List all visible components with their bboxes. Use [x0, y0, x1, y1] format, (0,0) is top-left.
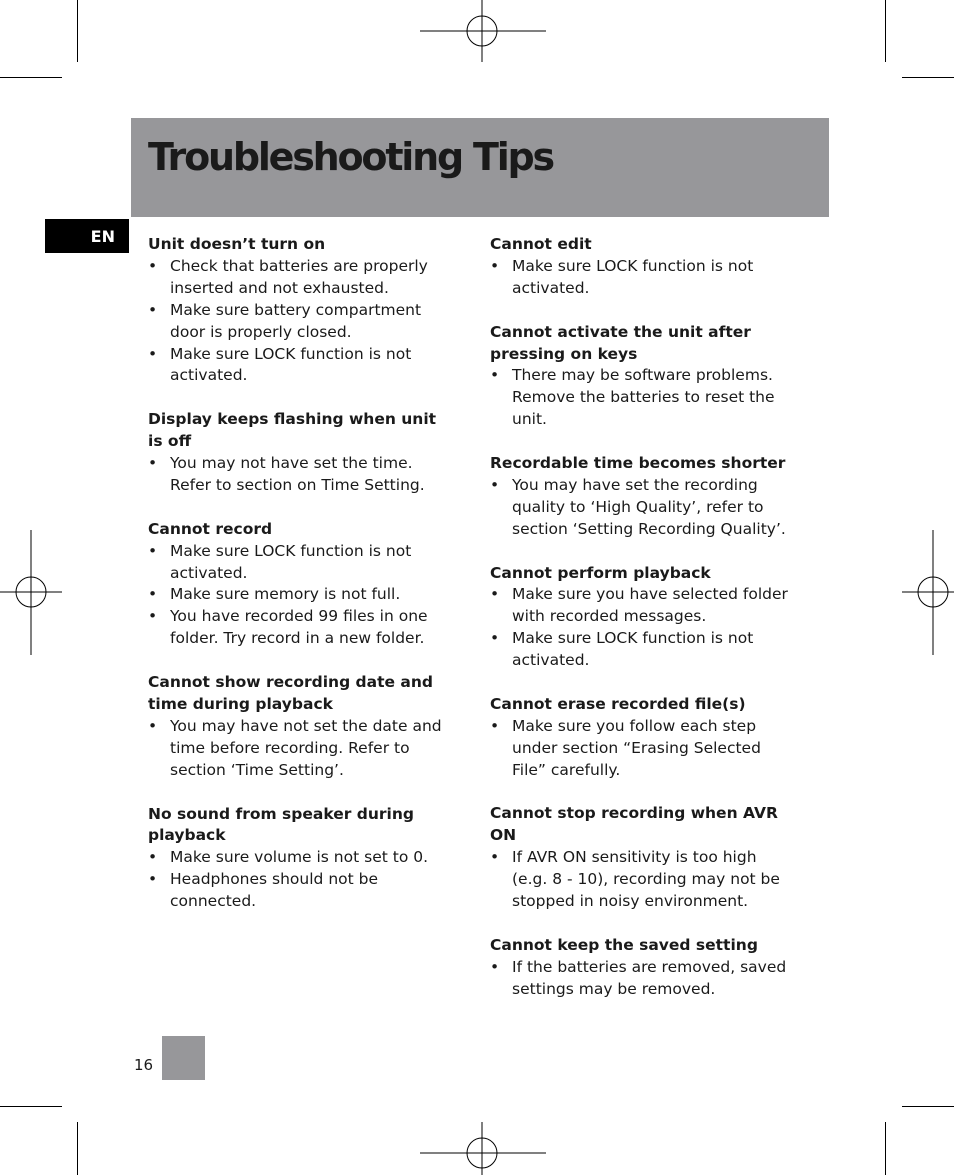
text-line: File” carefully. [512, 760, 621, 779]
text-line: folder. Try record in a new folder. [170, 629, 425, 648]
text-line: activated. [170, 366, 248, 385]
registration-mark-icon [420, 0, 546, 62]
text-line: quality to ‘High Quality’, refer to [512, 497, 764, 516]
section-heading: Cannot erase recorded file(s) [490, 694, 746, 713]
crop-mark [0, 77, 62, 78]
text-line: Make sure battery compartment [170, 300, 422, 319]
registration-mark-icon [420, 1122, 546, 1175]
text-line: If AVR ON sensitivity is too high [512, 848, 757, 867]
text-line: If the batteries are removed, saved [512, 957, 787, 976]
bullet-icon: • [490, 957, 500, 976]
page-title: Troubleshooting Tips [148, 135, 553, 179]
text-line: pressing on keys [490, 344, 638, 363]
bullet-icon: • [148, 607, 158, 626]
registration-mark-icon [902, 530, 954, 655]
list-item-text [512, 366, 775, 428]
troubleshooting-section [490, 322, 820, 432]
text-line: Remove the batteries to reset the [512, 388, 775, 407]
crop-mark [77, 1122, 78, 1175]
bullet-icon: • [148, 716, 158, 735]
list-item-text [170, 454, 425, 494]
left-column [148, 234, 468, 935]
list-item-text [170, 585, 400, 603]
text-line: activated. [170, 563, 248, 582]
crop-mark [77, 0, 78, 62]
list-item-text [170, 257, 428, 297]
bullet-list [490, 475, 820, 541]
section-heading [148, 672, 468, 716]
text-line: Make sure you follow each step [512, 716, 757, 735]
bullet-icon: • [490, 585, 500, 604]
text-line: Make sure LOCK function is not [170, 541, 412, 560]
text-line: connected. [170, 892, 257, 911]
section-heading: Cannot edit [490, 235, 592, 253]
text-line: Headphones should not be [170, 870, 379, 889]
list-item [490, 716, 820, 782]
troubleshooting-section [148, 519, 468, 650]
text-line: Make sure you have selected folder [512, 585, 788, 604]
list-item-text [170, 607, 428, 647]
list-item [490, 365, 820, 431]
text-line: There may be software problems. [512, 366, 773, 385]
troubleshooting-section [148, 409, 468, 497]
text-line: Display keeps flashing when unit [148, 410, 437, 429]
troubleshooting-section [490, 803, 820, 913]
bullet-list [148, 847, 468, 913]
bullet-list [148, 256, 468, 387]
list-item-text [170, 542, 411, 582]
bullet-icon: • [490, 366, 500, 385]
text-line: You may have set the recording [512, 475, 758, 494]
bullet-icon: • [148, 848, 158, 867]
text-line: unit. [512, 410, 547, 429]
text-line: playback [148, 826, 226, 845]
text-line: No sound from speaker during [148, 804, 414, 823]
bullet-icon: • [148, 300, 158, 319]
text-line: is off [148, 432, 192, 451]
list-item [490, 256, 820, 300]
text-line: Make sure LOCK function is not [170, 344, 412, 363]
list-item [490, 628, 820, 672]
text-line: inserted and not exhausted. [170, 278, 389, 297]
text-line: Check that batteries are properly [170, 256, 428, 275]
bullet-list [490, 957, 820, 1001]
crop-mark [885, 1122, 886, 1175]
list-item [148, 344, 468, 388]
section-heading: Recordable time becomes shorter [490, 454, 786, 473]
section-heading: Cannot keep the saved setting [490, 935, 758, 954]
list-item [490, 957, 820, 1001]
list-item [148, 453, 468, 497]
list-item [148, 584, 468, 606]
list-item [148, 256, 468, 300]
bullet-icon: • [148, 344, 158, 363]
text-line: Cannot show recording date and [148, 673, 434, 692]
section-heading [490, 803, 820, 847]
text-line: under section “Erasing Selected [512, 738, 761, 757]
list-item-text [512, 257, 753, 297]
crop-mark [902, 77, 954, 78]
text-line: stopped in noisy environment. [512, 892, 749, 911]
list-item [148, 716, 468, 782]
troubleshooting-section [490, 453, 820, 541]
crop-mark [902, 1106, 954, 1107]
text-line: Cannot stop recording when AVR [490, 804, 778, 823]
bullet-list [490, 716, 820, 782]
bullet-icon: • [490, 848, 500, 867]
right-column [490, 234, 820, 1023]
bullet-icon: • [490, 716, 500, 735]
list-item [148, 847, 468, 869]
language-tab: EN [45, 219, 129, 253]
bullet-icon: • [490, 256, 500, 275]
list-item [148, 300, 468, 344]
section-heading [148, 804, 468, 848]
text-line: activated. [512, 278, 590, 297]
text-line: You have recorded 99 files in one [170, 607, 428, 626]
bullet-list [490, 584, 820, 672]
list-item [490, 584, 820, 628]
bullet-list [490, 365, 820, 431]
bullet-icon: • [490, 475, 500, 494]
text-line: ON [490, 826, 517, 845]
crop-mark [0, 1106, 62, 1107]
crop-mark [885, 0, 886, 62]
troubleshooting-section [490, 935, 820, 1001]
list-item-text [170, 717, 442, 779]
bullet-icon: • [148, 256, 158, 275]
text-line: Refer to section on Time Setting. [170, 475, 425, 494]
bullet-icon: • [490, 629, 500, 648]
list-item-text [512, 958, 786, 998]
text-line: You may not have set the time. [170, 454, 413, 473]
list-item-text [512, 476, 786, 538]
troubleshooting-section [148, 804, 468, 914]
text-line: You may have not set the date and [170, 716, 442, 735]
list-item-text [170, 870, 378, 910]
registration-mark-icon [0, 530, 62, 655]
bullet-list [148, 541, 468, 651]
text-line: activated. [512, 651, 590, 670]
bullet-list [148, 716, 468, 782]
list-item-text [170, 345, 411, 385]
text-line: time during playback [148, 694, 333, 713]
footer-color-block [162, 1036, 205, 1080]
page-number: 16 [134, 1056, 154, 1074]
section-heading [490, 322, 820, 366]
text-line: Make sure memory is not full. [170, 585, 401, 604]
bullet-list [148, 453, 468, 497]
bullet-icon: • [148, 541, 158, 560]
bullet-list [490, 256, 820, 300]
text-line: Make sure volume is not set to 0. [170, 848, 429, 867]
list-item [490, 475, 820, 541]
text-line: Cannot activate the unit after [490, 322, 751, 341]
section-heading: Unit doesn’t turn on [148, 235, 326, 253]
list-item-text [512, 585, 788, 625]
text-line: Make sure LOCK function is not [512, 256, 754, 275]
text-line: section ‘Time Setting’. [170, 760, 344, 779]
text-line: time before recording. Refer to [170, 738, 410, 757]
list-item-text [512, 717, 761, 779]
troubleshooting-section [490, 694, 820, 782]
bullet-list [490, 847, 820, 913]
text-line: Make sure LOCK function is not [512, 629, 754, 648]
list-item [148, 606, 468, 650]
text-line: section ‘Setting Recording Quality’. [512, 519, 786, 538]
bullet-icon: • [148, 585, 158, 604]
text-line: door is properly closed. [170, 322, 352, 341]
list-item [148, 869, 468, 913]
text-line: settings may be removed. [512, 979, 716, 998]
troubleshooting-section [148, 234, 468, 387]
section-heading: Cannot perform playback [490, 563, 711, 582]
list-item-text [170, 848, 428, 866]
section-heading: Cannot record [148, 519, 273, 538]
list-item-text [170, 301, 421, 341]
troubleshooting-section [148, 672, 468, 782]
text-line: (e.g. 8 - 10), recording may not be [512, 870, 780, 889]
troubleshooting-section [490, 563, 820, 673]
troubleshooting-section [490, 234, 820, 300]
text-line: with recorded messages. [512, 607, 707, 626]
list-item-text [512, 629, 753, 669]
list-item [490, 847, 820, 913]
bullet-icon: • [148, 454, 158, 473]
list-item [148, 541, 468, 585]
bullet-icon: • [148, 870, 158, 889]
list-item-text [512, 848, 780, 910]
section-heading [148, 409, 468, 453]
